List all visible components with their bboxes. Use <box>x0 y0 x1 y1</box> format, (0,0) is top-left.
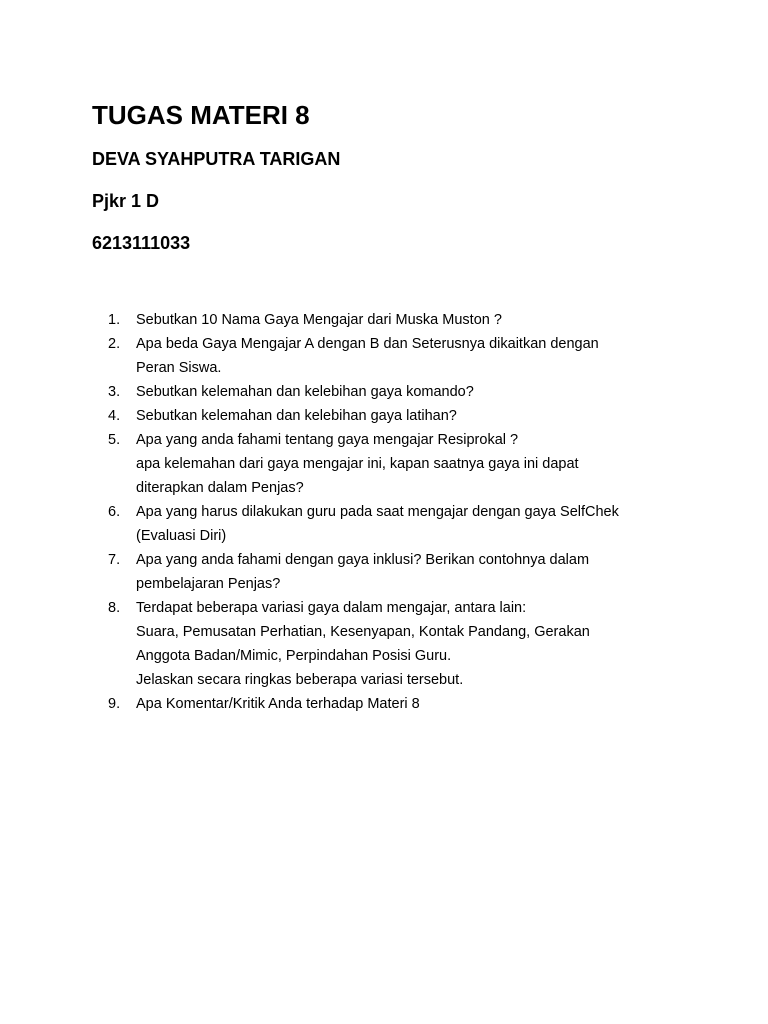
question-item <box>108 692 668 716</box>
student-id: 6213111033 <box>92 233 191 253</box>
question-text <box>136 500 668 548</box>
question-line: Peran Siswa. <box>136 360 222 376</box>
question-item <box>108 404 668 428</box>
question-number: 6. <box>108 504 121 520</box>
question-text <box>136 692 668 716</box>
question-line: Sebutkan kelemahan dan kelebihan gaya latihan? <box>136 408 457 424</box>
question-text <box>136 596 668 692</box>
question-number: 1. <box>108 312 121 328</box>
question-item <box>108 428 668 500</box>
question-item <box>108 500 668 548</box>
question-number: 9. <box>108 696 121 712</box>
question-text <box>136 380 668 404</box>
question-text <box>136 404 668 428</box>
question-line: Sebutkan 10 Nama Gaya Mengajar dari Muska Muston ? <box>136 312 502 328</box>
question-line: diterapkan dalam Penjas? <box>136 480 304 496</box>
student-name: DEVA SYAHPUTRA TARIGAN <box>92 149 341 169</box>
question-line: apa kelemahan dari gaya mengajar ini, kapan saatnya gaya ini dapat <box>136 456 579 472</box>
document-title: TUGAS MATERI 8 <box>92 100 310 130</box>
question-number: 8. <box>108 600 121 616</box>
question-line: pembelajaran Penjas? <box>136 576 281 592</box>
question-item <box>108 332 668 380</box>
question-line: Apa yang anda fahami dengan gaya inklusi? Berikan contohnya dalam <box>136 552 590 568</box>
question-line: Terdapat beberapa variasi gaya dalam mengajar, antara lain: <box>136 600 527 616</box>
question-line: Apa yang anda fahami tentang gaya mengajar Resiprokal ? <box>136 432 519 448</box>
question-line: Jelaskan secara ringkas beberapa variasi tersebut. <box>136 672 464 688</box>
question-line: (Evaluasi Diri) <box>136 528 227 544</box>
question-line: Sebutkan kelemahan dan kelebihan gaya komando? <box>136 384 474 400</box>
question-item <box>108 548 668 596</box>
student-class: Pjkr 1 D <box>92 191 160 211</box>
question-number: 5. <box>108 432 121 448</box>
question-line: Apa yang harus dilakukan guru pada saat mengajar dengan gaya SelfChek <box>136 504 619 520</box>
question-list <box>108 308 668 716</box>
question-text <box>136 332 668 380</box>
question-number: 7. <box>108 552 121 568</box>
question-line: Suara, Pemusatan Perhatian, Kesenyapan, Kontak Pandang, Gerakan <box>136 624 590 640</box>
question-text <box>136 548 668 596</box>
question-number: 2. <box>108 336 121 352</box>
question-text <box>136 428 668 500</box>
question-item <box>108 380 668 404</box>
question-line: Apa beda Gaya Mengajar A dengan B dan Seterusnya dikaitkan dengan <box>136 336 599 352</box>
question-item <box>108 308 668 332</box>
question-line: Apa Komentar/Kritik Anda terhadap Materi 8 <box>136 696 420 712</box>
question-item <box>108 596 668 692</box>
question-text <box>136 308 668 332</box>
question-number: 4. <box>108 408 121 424</box>
document-header <box>92 94 712 264</box>
question-line: Anggota Badan/Mimic, Perpindahan Posisi Guru. <box>136 648 452 664</box>
question-number: 3. <box>108 384 121 400</box>
